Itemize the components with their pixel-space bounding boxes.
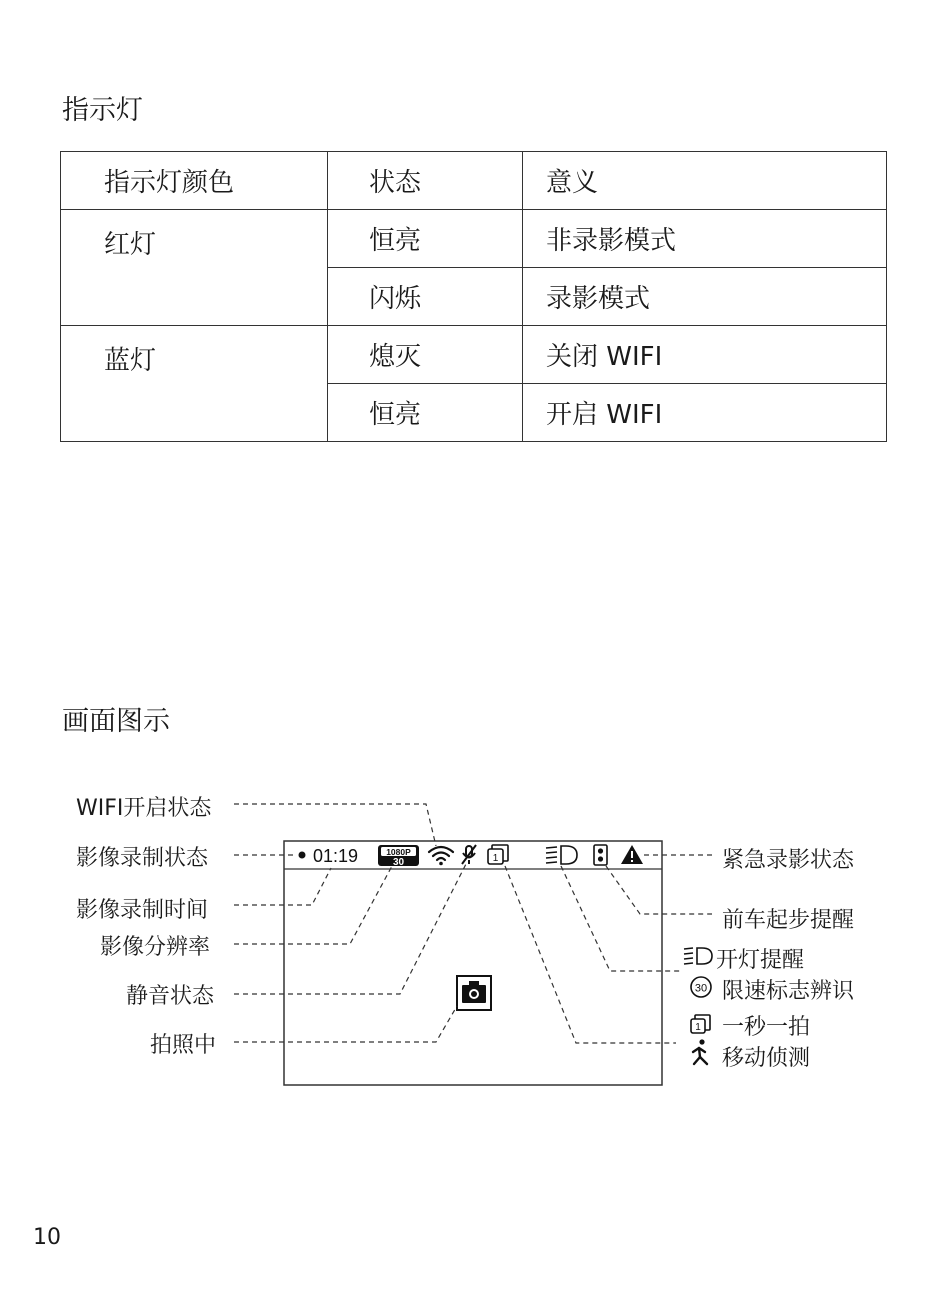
legend-motion-icon <box>693 1039 707 1064</box>
label-resolution: 影像分辨率 <box>100 935 211 960</box>
label-one-shot: 一秒一拍 <box>722 1015 811 1040</box>
wifi-icon <box>429 847 453 865</box>
recording-time: 01:19 <box>313 846 359 866</box>
one-second-text: 1 <box>492 853 499 864</box>
label-recording-status: 影像录制状态 <box>76 846 209 871</box>
row-state: 恒亮 <box>328 210 523 268</box>
header-color: 指示灯颜色 <box>61 152 328 210</box>
row-state: 熄灭 <box>328 326 523 384</box>
legend-speed-text: 30 <box>694 982 708 995</box>
row-state: 闪烁 <box>328 268 523 326</box>
headlight-icon <box>546 846 577 864</box>
label-headlight: 开灯提醒 <box>716 948 805 973</box>
fps-text: 30 <box>392 857 405 868</box>
mute-mic-icon <box>462 845 476 864</box>
one-second-photo-icon <box>488 845 508 864</box>
label-mute: 静音状态 <box>126 984 215 1009</box>
legend-one-second-icon <box>691 1015 710 1033</box>
label-front-car-start: 前车起步提醒 <box>722 908 855 933</box>
indicator-section-title: 指示灯 <box>62 95 143 126</box>
row-meaning: 关闭 WIFI <box>523 326 887 384</box>
header-meaning: 意义 <box>523 152 887 210</box>
header-state: 状态 <box>328 152 523 210</box>
emergency-warning-icon <box>621 845 643 864</box>
screen-frame <box>284 841 662 1085</box>
row-meaning: 开启 WIFI <box>523 384 887 442</box>
label-emergency: 紧急录影状态 <box>722 848 855 873</box>
recording-dot-icon <box>299 852 306 859</box>
label-recording-time: 影像录制时间 <box>76 898 209 923</box>
label-wifi-status: WIFI开启状态 <box>76 796 212 821</box>
row-meaning: 录影模式 <box>523 268 887 326</box>
page-number: 10 <box>33 1225 61 1250</box>
label-motion: 移动侦测 <box>722 1046 811 1071</box>
front-car-start-icon <box>594 845 607 865</box>
screen-section-title: 画面图示 <box>62 706 170 737</box>
row-color-blue: 蓝灯 <box>61 326 328 442</box>
resolution-badge-icon <box>378 845 419 868</box>
legend-speed-limit-icon <box>691 977 711 997</box>
legend-headlight-icon <box>684 948 712 964</box>
legend-one-second-text: 1 <box>695 1022 701 1033</box>
resolution-text: 1080P <box>386 847 411 857</box>
label-speed-limit: 限速标志辨识 <box>722 979 855 1004</box>
row-state: 恒亮 <box>328 384 523 442</box>
row-meaning: 非录影模式 <box>523 210 887 268</box>
camera-icon <box>457 976 491 1010</box>
row-color-red: 红灯 <box>61 210 328 326</box>
label-taking-photo: 拍照中 <box>150 1033 217 1058</box>
